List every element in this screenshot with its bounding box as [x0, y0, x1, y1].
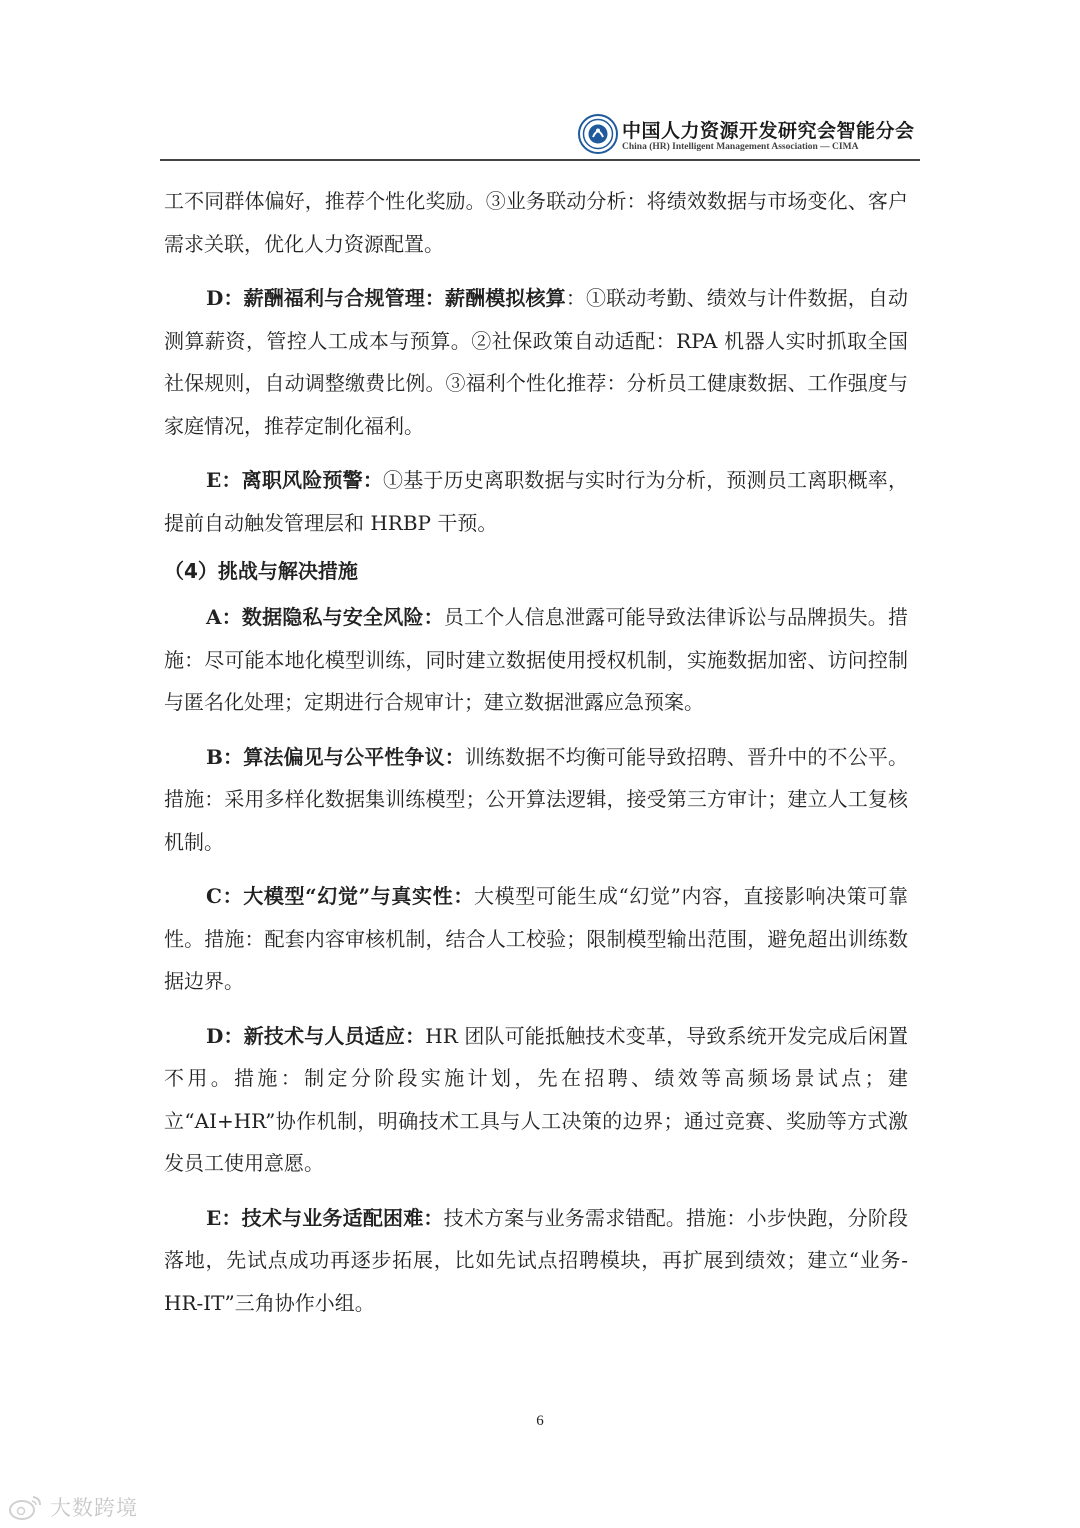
organization-name-en: China (HR) Intelligent Management Association — CIMA [622, 142, 859, 152]
organization-name: 中国人力资源开发研究会智能分会 [622, 120, 915, 142]
page-number: 6 [536, 1413, 544, 1429]
paragraph-text: ①基于历史离职数据与实时行为分析，预测员工离职概率，提前自动触发管理层和 HRBP 干预。 [164, 468, 908, 535]
page-header [160, 110, 920, 160]
paragraph-lead: E：离职风险预警： [206, 468, 384, 492]
challenge-text: 技术方案与业务需求错配。措施：小步快跑，分阶段落地，先试点成功再逐步拓展，比如先试点招聘模块，再扩展到绩效；建立“业务-HR-IT”三角协作小组。 [164, 1205, 909, 1315]
challenge-text: HR 团队可能抵触技术变革，导致系统开发完成后闲置不用。措施：制定分阶段实施计划，先在招聘、绩效等高频场景试点；建立“AI+HR”协作机制，明确技术工具与人工决策的边界；通过竞赛、奖励等方式激发员工使用意愿。 [164, 1023, 909, 1175]
watermark [8, 1492, 138, 1522]
challenge-text: 大模型可能生成“幻觉”内容，直接影响决策可靠性。措施：配套内容审核机制，结合人工校验；限制模型输出范围，避免超出训练数据边界。 [164, 884, 908, 993]
challenge-text: 训练数据不均衡可能导致招聘、晋升中的不公平。措施：采用多样化数据集训练模型；公开算法逻辑，接受第三方审计；建立人工复核机制。 [164, 744, 909, 854]
challenge-item [164, 596, 908, 724]
challenge-item [164, 1197, 908, 1325]
challenge-lead: D：新技术与人员适应： [206, 1023, 426, 1048]
challenge-item [164, 1015, 908, 1185]
paragraph-lead: D：薪酬福利与合规管理：薪酬模拟核算 [206, 286, 566, 310]
challenge-lead: C：大模型“幻觉”与真实性： [206, 884, 474, 908]
challenge-item [164, 736, 908, 864]
page-body [164, 180, 908, 1324]
section-heading: （4）挑战与解决措施 [164, 559, 358, 583]
challenge-item [164, 875, 908, 1003]
paragraph-text: ：①联动考勤、绩效与计件数据，自动测算薪资，管控人工成本与预算。②社保政策自动适配：RPA 机器人实时抓取全国社保规则，自动调整缴费比例。③福利个性化推荐：分析员工健康数据、工作强度与家庭情况，推荐定制化福利。 [164, 286, 909, 438]
paragraph-continuation [164, 180, 908, 265]
challenge-lead: B：算法偏见与公平性争议： [206, 744, 465, 769]
challenge-lead: A：数据隐私与安全风险： [206, 605, 444, 629]
header-divider [160, 159, 920, 161]
challenge-text: 员工个人信息泄露可能导致法律诉讼与品牌损失。措施：尽可能本地化模型训练，同时建立数据使用授权机制，实施数据加密、访问控制与匿名化处理；定期进行合规审计；建立数据泄露应急预案。 [164, 605, 908, 714]
paragraph-attrition [164, 459, 908, 544]
weibo-logo-icon [8, 1493, 44, 1521]
association-logo-icon [578, 114, 618, 154]
paragraph-text: 工不同群体偏好，推荐个性化奖励。③业务联动分析：将绩效数据与市场变化、客户需求关联，优化人力资源配置。 [164, 189, 908, 256]
challenge-lead: E：技术与业务适配困难： [206, 1205, 444, 1230]
watermark-text: 大数跨境 [50, 1496, 138, 1520]
paragraph-compensation [164, 277, 908, 447]
